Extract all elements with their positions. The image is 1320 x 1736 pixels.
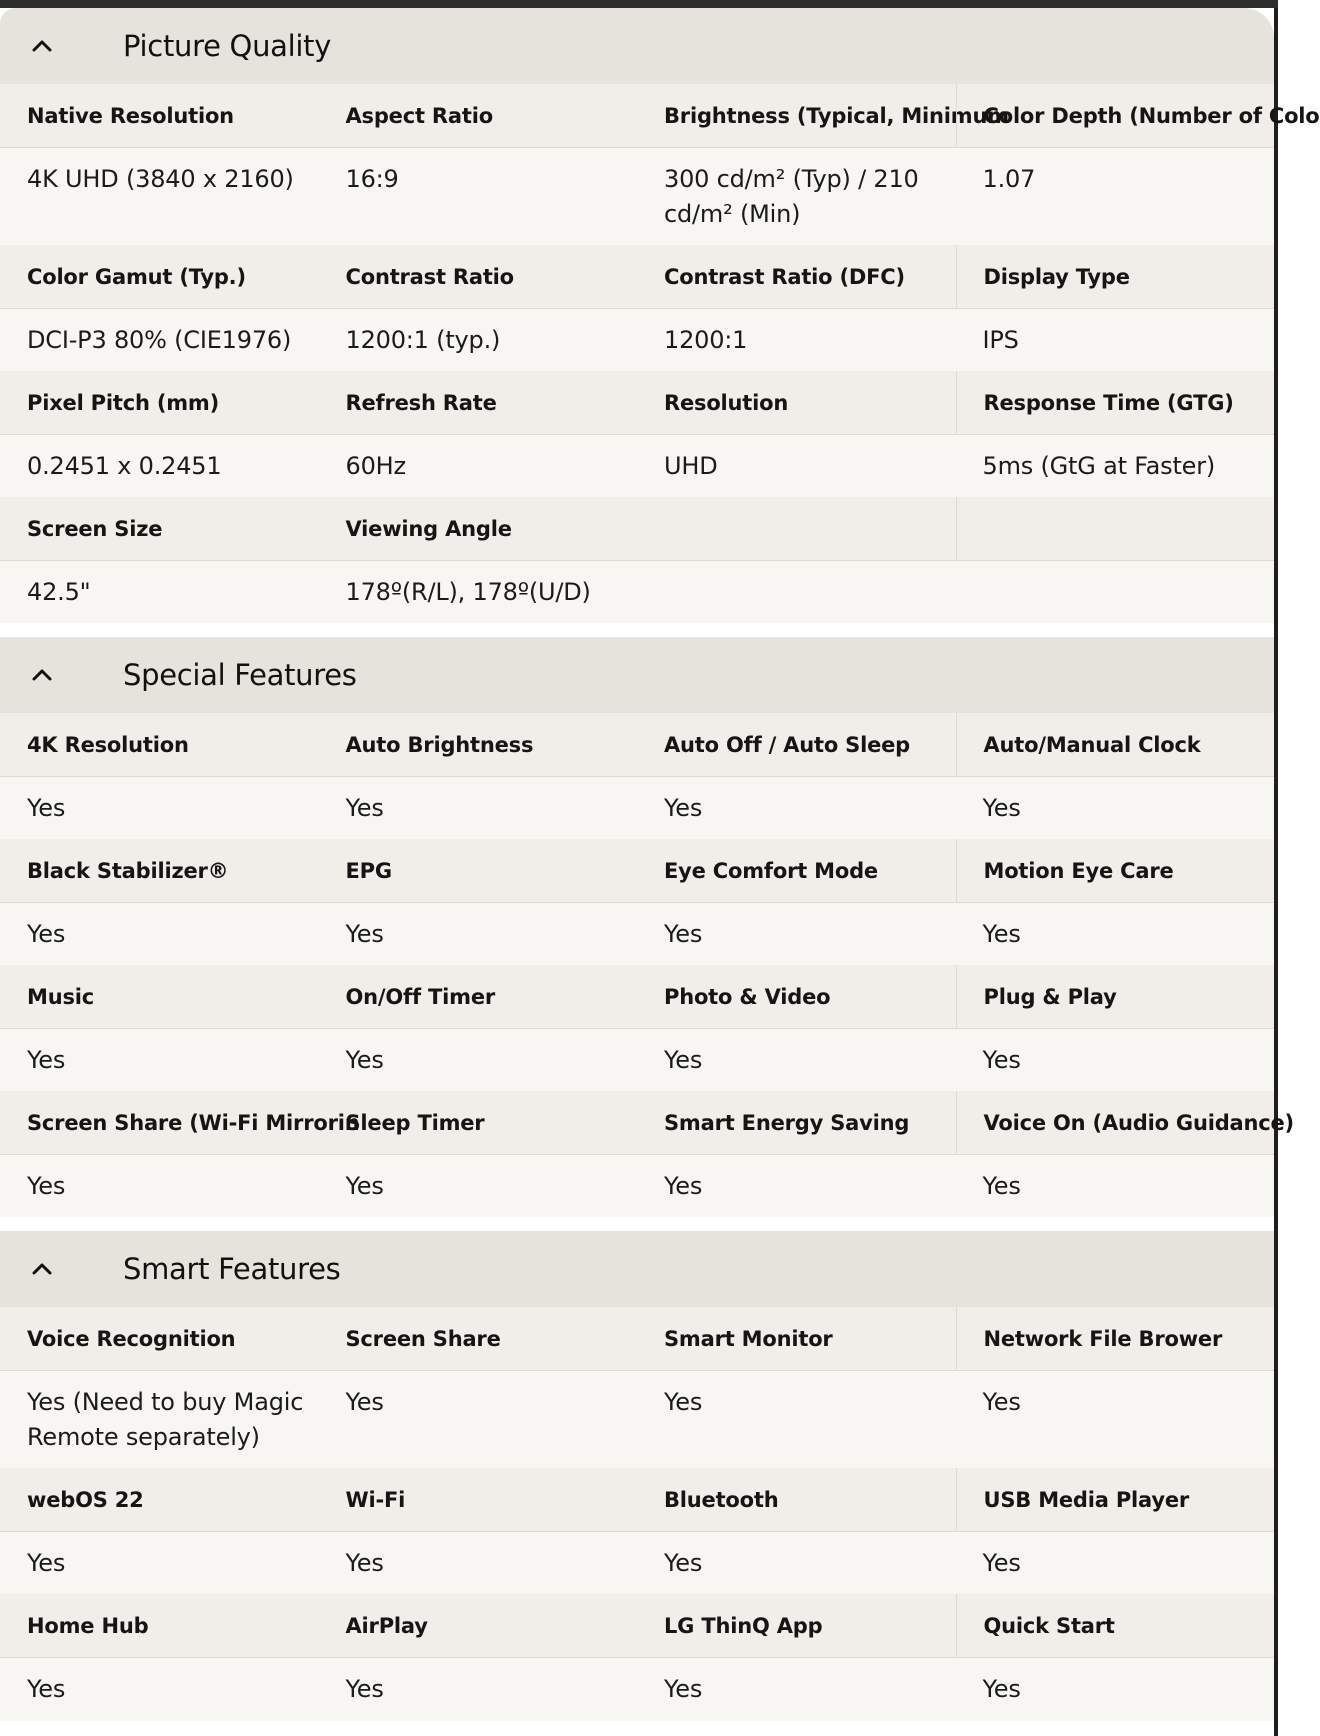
spec-label-row xyxy=(0,965,1274,1029)
spec-value: 4K UHD (3840 x 2160) xyxy=(27,165,294,193)
spec-label-row xyxy=(0,1307,1274,1371)
spec-value-row xyxy=(0,1371,1274,1468)
spec-label-row xyxy=(0,1468,1274,1532)
spec-label: Bluetooth xyxy=(664,1487,779,1512)
spec-value: Yes xyxy=(982,1388,1021,1416)
spec-value: Yes xyxy=(27,1046,66,1074)
spec-label-row xyxy=(0,245,1274,309)
spec-label: Wi-Fi xyxy=(345,1487,406,1512)
spec-value-row xyxy=(0,148,1274,245)
spec-label: webOS 22 xyxy=(27,1487,144,1512)
spec-label: On/Off Timer xyxy=(345,984,496,1009)
spec-value: Yes xyxy=(345,1046,384,1074)
section-special-features xyxy=(0,637,1294,1217)
spec-label: Screen Size xyxy=(27,516,163,541)
spec-label: Refresh Rate xyxy=(345,390,497,415)
spec-value: Yes xyxy=(345,1388,384,1416)
spec-value: 1.07 xyxy=(982,165,1036,193)
spec-value: 0.2451 x 0.2451 xyxy=(27,452,222,480)
spec-label-row xyxy=(0,84,1320,148)
spec-value: Yes xyxy=(982,1046,1021,1074)
section-title: Special Features xyxy=(123,658,357,692)
spec-value xyxy=(956,561,1275,623)
section-smart-features xyxy=(0,1231,1274,1721)
section-title: Smart Features xyxy=(123,1252,341,1286)
window-top-bar xyxy=(0,0,1278,8)
spec-value: 60Hz xyxy=(345,452,406,480)
spec-value: Yes xyxy=(27,1675,66,1703)
spec-label: 4K Resolution xyxy=(27,732,189,757)
spec-value: Yes xyxy=(664,1172,703,1200)
spec-value: 1200:1 (typ.) xyxy=(345,326,501,354)
spec-label: Auto/Manual Clock xyxy=(956,713,1275,776)
spec-label: Music xyxy=(27,984,94,1009)
spec-panel xyxy=(0,8,1320,1736)
spec-label: Display Type xyxy=(956,245,1275,308)
spec-value-row xyxy=(0,561,1274,623)
spec-value-row xyxy=(0,1532,1274,1594)
spec-value: Yes xyxy=(664,794,703,822)
spec-value: Yes xyxy=(345,1172,384,1200)
spec-label: Smart Energy Saving xyxy=(664,1110,910,1135)
section-header-picture-quality[interactable] xyxy=(0,8,1274,84)
spec-value: 178º(R/L), 178º(U/D) xyxy=(345,578,591,606)
spec-label: Color Depth (Number of Colo xyxy=(956,84,1275,147)
spec-value: Yes xyxy=(27,1549,66,1577)
spec-label: Home Hub xyxy=(27,1613,149,1638)
spec-value: 16:9 xyxy=(345,165,399,193)
spec-value: Yes xyxy=(664,920,703,948)
spec-value-row xyxy=(0,903,1274,965)
spec-label: AirPlay xyxy=(345,1613,428,1638)
spec-value: 300 cd/m² (Typ) / 210 cd/m² (Min) xyxy=(664,165,919,228)
spec-value: Yes xyxy=(664,1388,703,1416)
spec-label: Pixel Pitch (mm) xyxy=(27,390,219,415)
spec-label: Black Stabilizer® xyxy=(27,858,229,883)
spec-label-row xyxy=(0,713,1274,777)
spec-label: Motion Eye Care xyxy=(956,839,1275,902)
chevron-up-icon[interactable] xyxy=(0,637,84,713)
spec-label: Quick Start xyxy=(956,1594,1275,1657)
spec-value-row xyxy=(0,777,1274,839)
spec-value: 42.5" xyxy=(27,578,91,606)
spec-value: Yes (Need to buy Magic Remote separately) xyxy=(27,1388,304,1451)
spec-label: Response Time (GTG) xyxy=(956,371,1275,434)
spec-value: Yes xyxy=(982,1675,1021,1703)
spec-label-row xyxy=(0,1594,1274,1658)
spec-label: Network File Brower xyxy=(956,1307,1275,1370)
spec-label: Photo & Video xyxy=(664,984,831,1009)
section-gap xyxy=(0,623,1274,637)
spec-label-row xyxy=(0,497,1274,561)
spec-value-row xyxy=(0,1155,1274,1217)
spec-label: Sleep Timer xyxy=(345,1110,485,1135)
spec-value: Yes xyxy=(27,794,66,822)
spec-value: IPS xyxy=(982,326,1019,354)
spec-label: Eye Comfort Mode xyxy=(664,858,878,883)
spec-value: Yes xyxy=(664,1675,703,1703)
spec-value: Yes xyxy=(664,1549,703,1577)
spec-value-row xyxy=(0,1658,1274,1721)
spec-label: Brightness (Typical, Minimum xyxy=(664,103,1009,128)
spec-label: Resolution xyxy=(664,390,789,415)
spec-label: USB Media Player xyxy=(956,1468,1275,1531)
spec-label: EPG xyxy=(345,858,392,883)
spec-label: Auto Off / Auto Sleep xyxy=(664,732,911,757)
spec-value-row xyxy=(0,309,1274,371)
spec-value xyxy=(637,561,956,623)
spec-label-row xyxy=(0,371,1274,435)
spec-label: Plug & Play xyxy=(956,965,1275,1028)
spec-value-row xyxy=(0,1029,1274,1091)
spec-label-row xyxy=(0,839,1274,903)
spec-label-row xyxy=(0,1091,1294,1155)
chevron-up-icon[interactable] xyxy=(0,8,84,84)
spec-label xyxy=(637,497,956,560)
spec-value: Yes xyxy=(982,794,1021,822)
spec-value: Yes xyxy=(345,920,384,948)
section-header-special-features[interactable] xyxy=(0,637,1274,713)
spec-label: Color Gamut (Typ.) xyxy=(27,264,246,289)
section-gap xyxy=(0,1217,1274,1231)
spec-label: Viewing Angle xyxy=(345,516,512,541)
section-title: Picture Quality xyxy=(123,29,332,63)
spec-value: 1200:1 xyxy=(664,326,748,354)
section-header-smart-features[interactable] xyxy=(0,1231,1274,1307)
spec-value: 5ms (GtG at Faster) xyxy=(982,452,1216,480)
spec-value: DCI-P3 80% (CIE1976) xyxy=(27,326,292,354)
spec-value: Yes xyxy=(345,1675,384,1703)
spec-value: Yes xyxy=(982,1549,1021,1577)
spec-label: Contrast Ratio (DFC) xyxy=(664,264,905,289)
spec-value: Yes xyxy=(982,1172,1021,1200)
spec-label: Voice On (Audio Guidance) xyxy=(956,1091,1275,1154)
spec-label: Aspect Ratio xyxy=(345,103,493,128)
spec-label: Contrast Ratio xyxy=(345,264,514,289)
spec-value: Yes xyxy=(664,1046,703,1074)
spec-value: Yes xyxy=(345,794,384,822)
spec-value: Yes xyxy=(982,920,1021,948)
chevron-up-icon[interactable] xyxy=(0,1231,84,1307)
spec-label xyxy=(956,497,1275,560)
spec-label: Native Resolution xyxy=(27,103,234,128)
spec-value: UHD xyxy=(664,452,718,480)
spec-value-row xyxy=(0,435,1274,497)
spec-label: Screen Share (Wi-Fi Mirrorin xyxy=(27,1110,360,1135)
spec-label: Auto Brightness xyxy=(345,732,534,757)
spec-label: LG ThinQ App xyxy=(664,1613,823,1638)
spec-label: Voice Recognition xyxy=(27,1326,236,1351)
spec-label: Smart Monitor xyxy=(664,1326,833,1351)
spec-value: Yes xyxy=(27,920,66,948)
spec-label: Screen Share xyxy=(345,1326,501,1351)
spec-value: Yes xyxy=(345,1549,384,1577)
spec-value: Yes xyxy=(27,1172,66,1200)
section-picture-quality xyxy=(0,8,1320,623)
